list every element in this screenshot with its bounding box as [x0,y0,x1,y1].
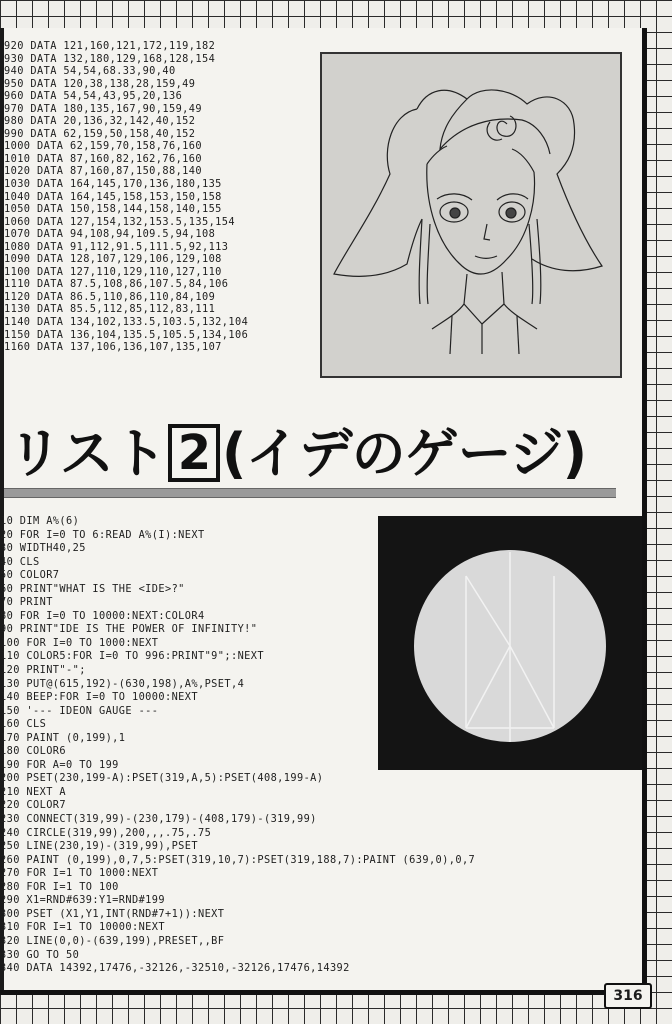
code-line: 210 NEXT A [0,785,66,798]
code-line: 90 PRINT"IDE IS THE POWER OF INFINITY!" [0,623,258,636]
code-line: 80 FOR I=0 TO 10000:NEXT:COLOR4 [0,609,205,622]
code-line: 320 LINE(0,0)-(639,199),PRESET,,BF [0,934,225,947]
code-line: 140 BEEP:FOR I=0 TO 10000:NEXT [0,691,198,704]
heading-rule [4,488,616,498]
code-line: 30 WIDTH40,25 [0,542,86,555]
code-line: 920 DATA 121,160,121,172,119,182 [4,40,216,52]
heading-subtitle: (イデのゲージ) [221,422,587,485]
code-line: 20 FOR I=0 TO 6:READ A%(I):NEXT [0,528,205,541]
code-line: 340 DATA 14392,17476,-32126,-32510,-32126,17476,14392 [0,962,350,975]
listing-number-box: 2 [168,424,220,482]
code-line: 950 DATA 120,38,138,28,159,49 [4,77,196,90]
anime-girl-line-drawing [322,54,620,376]
code-line: 190 FOR A=0 TO 199 [0,758,119,771]
code-line: 1130 DATA 85.5,112,85,112,83,111 [4,303,216,316]
code-line: 1050 DATA 150,158,144,158,140,155 [4,203,222,216]
code-line: 300 PSET (X1,Y1,INT(RND#7+1)):NEXT [0,907,225,920]
code-line: 1070 DATA 94,108,94,109.5,94,108 [4,228,216,241]
code-line: 230 CONNECT(319,99)-(230,179)-(408,179)-(319,99) [0,813,317,826]
code-line: 120 PRINT"-"; [0,664,86,677]
code-line: 960 DATA 54,54,43,95,20,136 [4,90,183,103]
code-line: 1090 DATA 128,107,129,106,129,108 [4,253,222,266]
code-line: 990 DATA 62,159,50,158,40,152 [4,127,196,140]
code-line: 310 FOR I=1 TO 10000:NEXT [0,921,165,934]
code-line: 220 COLOR7 [0,799,66,812]
code-line: 1060 DATA 127,154,132,153.5,135,154 [4,215,235,228]
code-line: 100 FOR I=0 TO 1000:NEXT [0,636,159,649]
code-line: 250 LINE(230,19)-(319,99),PSET [0,840,198,853]
code-line: 1120 DATA 86.5,110,86,110,84,109 [4,290,216,303]
code-line: 940 DATA 54,54,68.33,90,40 [4,65,176,78]
code-line: 1010 DATA 87,160,82,162,76,160 [4,152,202,165]
page-number: 316 [604,983,652,1009]
code-line: 1000 DATA 62,159,70,158,76,160 [4,140,202,153]
ideon-gauge-screenshot [378,516,642,770]
code-line: 1150 DATA 136,104,135.5,105.5,134,106 [4,328,249,341]
code-line: 160 CLS [0,718,47,731]
code-line: 130 PUT@(615,192)-(630,198),A%,PSET,4 [0,677,245,690]
code-line: 150 '--- IDEON GAUGE --- [0,704,159,717]
code-line: 1040 DATA 164,145,158,153,150,158 [4,190,222,203]
code-line: 40 CLS [0,555,40,568]
code-line: 180 COLOR6 [0,745,66,758]
code-line: 930 DATA 132,180,129,168,128,154 [4,52,216,65]
code-line: 60 PRINT"WHAT IS THE <IDE>?" [0,582,185,595]
code-line: 70 PRINT [0,596,53,609]
ideon-gauge-screen [378,516,642,770]
program-listing-top [4,40,248,354]
code-line: 330 GO TO 50 [0,948,80,961]
code-line: 1020 DATA 87,160,87,150,88,140 [4,165,202,178]
code-line: 1080 DATA 91,112,91.5,111.5,92,113 [4,240,229,253]
code-line: 270 FOR I=1 TO 1000:NEXT [0,867,159,880]
code-line: 1140 DATA 134,102,133.5,103.5,132,104 [4,316,249,329]
anime-girl-illustration [320,52,622,378]
code-line: 1030 DATA 164,145,170,136,180,135 [4,178,222,191]
code-line: 1100 DATA 127,110,129,110,127,110 [4,265,222,278]
code-line: 290 X1=RND#639:Y1=RND#199 [0,894,165,907]
code-line: 260 PAINT (0,199),0,7,5:PSET(319,10,7):PSET(319,188,7):PAINT (639,0),0,7 [0,853,476,866]
code-line: 50 COLOR7 [0,569,60,582]
magazine-page [0,28,647,995]
code-line: 980 DATA 20,136,32,142,40,152 [4,115,196,128]
code-line: 1160 DATA 137,106,136,107,135,107 [4,341,222,354]
code-line: 280 FOR I=1 TO 100 [0,880,119,893]
code-line: 240 CIRCLE(319,99),200,,,.75,.75 [0,826,212,839]
heading-prefix: リスト [8,422,166,485]
code-line: 110 COLOR5:FOR I=0 TO 996:PRINT"9";:NEXT [0,650,264,663]
code-line: 170 PAINT (0,199),1 [0,731,126,744]
listing-heading [8,411,586,488]
code-line: 200 PSET(230,199-A):PSET(319,A,5):PSET(408,199-A) [0,772,324,785]
code-line: 970 DATA 180,135,167,90,159,49 [4,102,202,115]
code-line: 10 DIM A%(6) [0,515,80,527]
code-line: 1110 DATA 87.5,108,86,107.5,84,106 [4,278,229,291]
